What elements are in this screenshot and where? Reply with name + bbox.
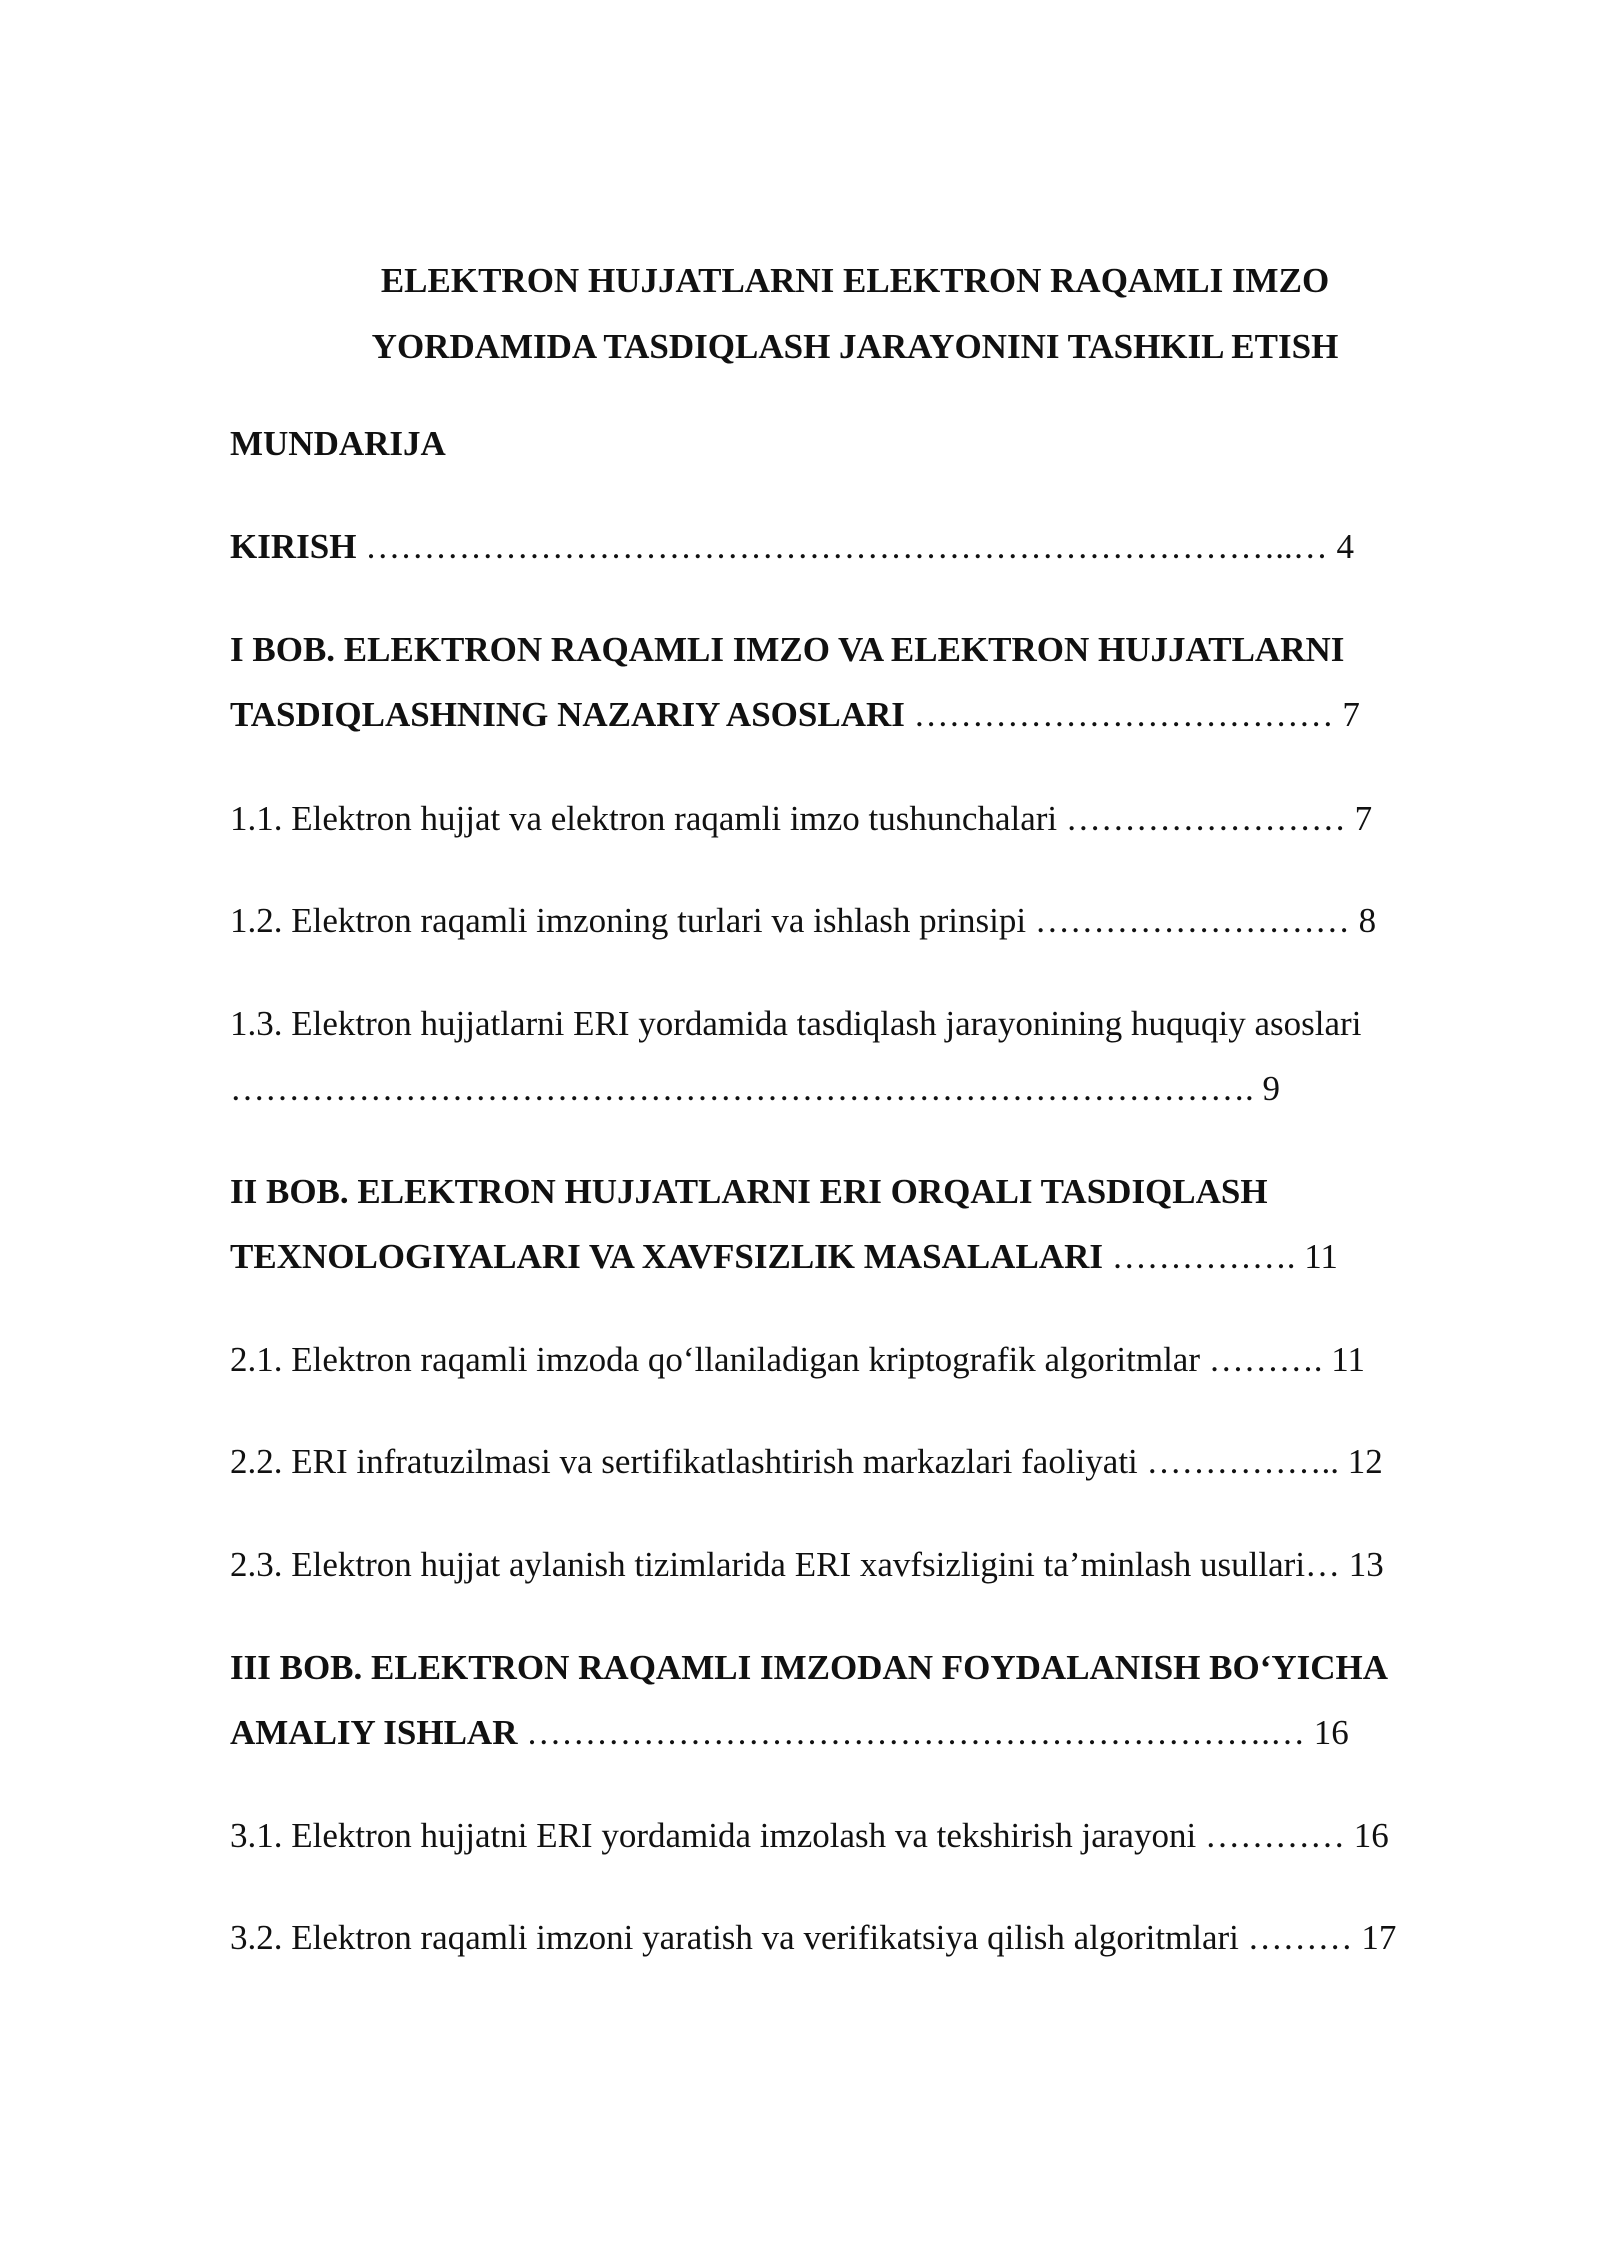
toc-leader-dots: ………… (1204, 1816, 1345, 1855)
toc-page-number: 7 (1354, 799, 1373, 838)
toc-entry-kirish[interactable] (230, 525, 1354, 569)
toc-page-number: 9 (1262, 1069, 1280, 1108)
toc-entry-2-2[interactable] (230, 1440, 1383, 1484)
toc-leader-dots: ……………………………… (913, 695, 1334, 734)
toc-leader-dots: ……………………………………………………………………..… (365, 527, 1328, 566)
toc-page-number: 8 (1358, 901, 1377, 940)
toc-page-number: 16 (1313, 1713, 1349, 1752)
toc-entry-1-3[interactable] (230, 1067, 1280, 1111)
contents-heading: MUNDARIJA (230, 424, 446, 463)
toc-entry-label: 1.1. Elektron hujjat va elektron raqamli imzo tushunchalari (230, 799, 1058, 838)
toc-page-number: 13 (1348, 1545, 1384, 1584)
toc-entry-label: 3.2. Elektron raqamli imzoni yaratish va verifikatsiya qilish algoritmlari (230, 1918, 1239, 1957)
toc-entry-bob3[interactable] (230, 1711, 1349, 1755)
title-line-1: ELEKTRON HUJJATLARNI ELEKTRON RAQAMLI IMZO (380, 261, 1330, 300)
title-line-2: YORDAMIDA TASDIQLASH JARAYONINI TASHKIL ETISH (371, 327, 1339, 366)
toc-entry-bob3-line1[interactable]: III BOB. ELEKTRON RAQAMLI IMZODAN FOYDALANISH BO‘YICHA (230, 1648, 1389, 1687)
toc-entry-label: 3.1. Elektron hujjatni ERI yordamida imzolash va tekshirish jarayoni (230, 1816, 1197, 1855)
toc-entry-bob2[interactable] (230, 1235, 1338, 1279)
toc-entry-label: KIRISH (230, 527, 357, 566)
toc-entry-3-1[interactable] (230, 1814, 1389, 1858)
toc-entry-bob1[interactable] (230, 693, 1360, 737)
toc-page-number: 12 (1347, 1442, 1383, 1481)
toc-page-number: 11 (1331, 1340, 1365, 1379)
toc-leader-dots: ……………. (1111, 1237, 1296, 1276)
toc-entry-label: AMALIY ISHLAR (230, 1713, 518, 1752)
toc-leader-dots: …………….. (1146, 1442, 1340, 1481)
toc-entry-bob2-line1[interactable]: II BOB. ELEKTRON HUJJATLARNI ERI ORQALI TASDIQLASH (230, 1172, 1268, 1211)
toc-leader-dots: ……………………………………………………………………………. (230, 1069, 1254, 1108)
toc-entry-label: TASDIQLASHNING NAZARIY ASOSLARI (230, 695, 905, 734)
toc-leader-dots: ……………………………………………………….… (526, 1713, 1305, 1752)
toc-entry-1-2[interactable] (230, 899, 1376, 943)
toc-page-number: 17 (1361, 1918, 1397, 1957)
toc-page-number: 11 (1304, 1237, 1338, 1276)
document-title (230, 248, 1480, 380)
toc-leader-dots: ………. (1208, 1340, 1323, 1379)
toc-entry-label: 2.1. Elektron raqamli imzoda qo‘llaniladigan kriptografik algoritmlar (230, 1340, 1200, 1379)
toc-page-number: 16 (1353, 1816, 1389, 1855)
toc-leader-dots: ……………………… (1034, 901, 1350, 940)
toc-page-number: 7 (1342, 695, 1360, 734)
toc-entry-label: 2.3. Elektron hujjat aylanish tizimlarida ERI xavfsizligini ta’minlash usullari… (230, 1545, 1341, 1584)
toc-entry-label: 1.2. Elektron raqamli imzoning turlari va ishlash prinsipi (230, 901, 1027, 940)
toc-entry-2-3[interactable] (230, 1543, 1384, 1587)
toc-entry-3-2[interactable] (230, 1916, 1396, 1960)
toc-entry-label: TEXNOLOGIYALARI VA XAVFSIZLIK MASALALARI (230, 1237, 1103, 1276)
toc-entry-1-1[interactable] (230, 797, 1372, 841)
toc-entry-1-3-line1[interactable]: 1.3. Elektron hujjatlarni ERI yordamida tasdiqlash jarayonining huquqiy asoslari (230, 1004, 1362, 1043)
toc-entry-2-1[interactable] (230, 1338, 1365, 1382)
toc-page-number: 4 (1336, 527, 1354, 566)
toc-leader-dots: ……… (1247, 1918, 1353, 1957)
toc-entry-label: 2.2. ERI infratuzilmasi va sertifikatlashtirish markazlari faoliyati (230, 1442, 1138, 1481)
toc-entry-bob1-line1[interactable]: I BOB. ELEKTRON RAQAMLI IMZO VA ELEKTRON HUJJATLARNI (230, 630, 1345, 669)
toc-leader-dots: …………………… (1065, 799, 1346, 838)
